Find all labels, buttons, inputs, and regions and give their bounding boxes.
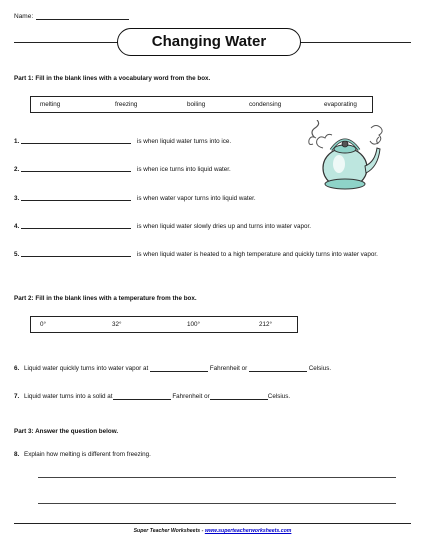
part3-heading: Part 3: Answer the question below.	[14, 428, 119, 435]
page-title: Changing Water	[117, 28, 301, 56]
word-bank-item: freezing	[115, 101, 138, 108]
answer-blank[interactable]	[249, 366, 307, 372]
question-text: Fahrenheit or	[172, 393, 210, 400]
answer-line[interactable]	[38, 503, 396, 504]
footer-link[interactable]: www.superteacherworksheets.com	[204, 528, 292, 534]
question-number: 4.	[14, 223, 20, 230]
question-number: 3.	[14, 195, 20, 202]
temperature-item: 32°	[112, 321, 122, 328]
answer-line[interactable]	[38, 477, 396, 478]
question-number: 2.	[14, 166, 20, 173]
word-bank	[30, 96, 373, 113]
question-text: is when liquid water is heated to a high temperature and quickly turns into water vapor.	[137, 251, 378, 258]
part2-heading: Part 2: Fill in the blank lines with a temperature from the box.	[14, 295, 197, 302]
question-text: is when ice turns into liquid water.	[137, 166, 231, 173]
answer-blank[interactable]	[21, 223, 131, 229]
question-text: Liquid water turns into a solid at	[24, 393, 113, 400]
question-number: 6.	[14, 365, 20, 372]
answer-blank[interactable]	[21, 166, 131, 172]
temperature-item: 0°	[40, 321, 47, 328]
question-number: 8.	[14, 451, 20, 458]
footer-brand: Super Teacher Worksheets	[133, 528, 201, 534]
footer-separator: -	[200, 528, 205, 534]
answer-blank[interactable]	[21, 251, 131, 257]
question-text: Celsius.	[267, 393, 291, 400]
question-6	[24, 365, 331, 372]
question-text: Liquid water quickly turns into water vapor at	[24, 365, 149, 372]
name-blank-line[interactable]	[36, 13, 129, 20]
answer-blank[interactable]	[210, 394, 268, 400]
question-text: is when water vapor turns into liquid water.	[137, 195, 256, 202]
answer-blank[interactable]	[21, 195, 131, 201]
temperature-bank	[30, 316, 298, 333]
footer	[0, 528, 425, 534]
answer-blank[interactable]	[21, 138, 131, 144]
question-text: Celsius.	[308, 365, 332, 372]
temperature-item: 212°	[259, 321, 273, 328]
answer-blank[interactable]	[113, 394, 171, 400]
temperature-item: 100°	[187, 321, 201, 328]
question-number: 1.	[14, 138, 20, 145]
kettle-icon	[305, 120, 385, 195]
word-bank-item: evaporating	[324, 101, 357, 108]
word-bank-item: condensing	[249, 101, 282, 108]
question-text: is when liquid water slowly dries up and turns into water vapor.	[137, 223, 311, 230]
answer-blank[interactable]	[150, 366, 208, 372]
question-7	[24, 393, 290, 400]
question-text: Explain how melting is different from freezing.	[24, 451, 151, 458]
question-number: 5.	[14, 251, 20, 258]
name-field[interactable]	[14, 13, 129, 20]
footer-rule	[14, 523, 411, 524]
word-bank-item: melting	[40, 101, 61, 108]
question-text: Fahrenheit or	[209, 365, 248, 372]
word-bank-item: boiling	[187, 101, 206, 108]
question-number: 7.	[14, 393, 20, 400]
part1-heading: Part 1: Fill in the blank lines with a vocabulary word from the box.	[14, 75, 211, 82]
question-text: is when liquid water turns into ice.	[137, 138, 232, 145]
name-label: Name:	[14, 13, 34, 20]
